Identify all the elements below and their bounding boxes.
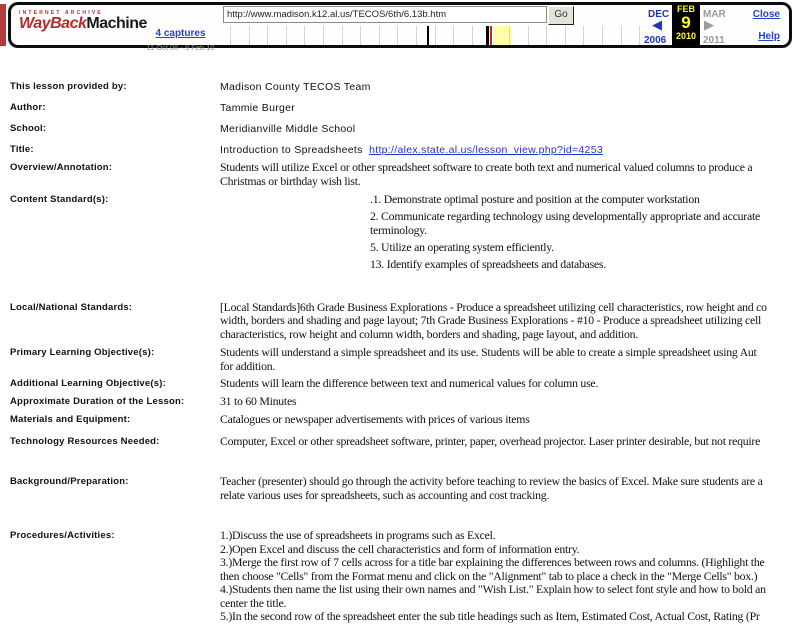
text-line: Tammie Burger [220,102,296,114]
capture-mark[interactable] [490,26,492,45]
timeline-tick [435,26,436,45]
timeline-tick [621,26,622,45]
current-month-label: FEB [677,4,695,14]
text-line: .1. Demonstrate optimal posture and position at the computer workstation [370,192,700,206]
row-value [220,143,800,157]
timeline-tick [546,26,547,45]
wayback-logo-text: WayBackMachine [19,15,147,32]
standard-item [370,210,800,237]
timeline-tick [379,26,380,45]
lesson-row [10,80,800,94]
next-capture-arrow-icon: ▶ [704,17,714,32]
text-line: Madison County TECOS Team [220,81,371,93]
text-line: Teacher (presenter) should go through the activity before teaching to review the basics of Excel. Make sure students are a [220,474,763,488]
text-line: Meridianville Middle School [220,123,356,135]
text-line: 31 to 60 Minutes [220,393,297,408]
prev-month-label[interactable]: DEC [648,9,670,20]
row-label: This lesson provided by: [10,81,127,92]
timeline-tick [472,26,473,45]
timeline-tick [286,26,287,45]
row-label: Materials and Equipment: [10,414,131,425]
close-link[interactable]: Close [752,9,780,20]
row-label: Approximate Duration of the Lesson: [10,395,185,407]
row-value [220,301,800,342]
timeline-tick [304,26,305,45]
lesson-row [10,395,800,409]
lesson-row [10,529,800,624]
timeline-tick [639,26,640,45]
row-label: Additional Learning Objective(s): [10,378,166,389]
timeline-tick [397,26,398,45]
text-line: [Local Standards]6th Grade Business Explorations - Produce a spreadsheet utilizing cell characteristics, row height and co [220,299,767,314]
row-label: Background/Preparation: [10,476,129,487]
text-line: Students will utilize Excel or other spreadsheet software to create both text and numerical valued columns to produce a [220,160,753,174]
timeline-tick [323,26,324,45]
next-month-label: MAR [703,9,726,20]
prev-year-label[interactable]: 2006 [644,35,667,46]
text-line: for addition. [220,358,276,373]
text-line: Catalogues or newspaper advertisements with prices of various items [220,412,530,426]
captures-date-range: 11 Oct 06 - 9 Feb 10 [146,43,215,52]
timeline-tick [565,26,566,45]
capture-mark[interactable] [486,26,489,45]
row-label: Local/National Standards: [10,301,133,313]
text-line: width, borders and shading and page layout; 7th Grade Business Explorations - #10 - Produce a spreadsheet utilizing cell [220,313,762,327]
row-value [220,435,800,449]
text-line: center the title. [220,595,287,610]
timeline-tick [528,26,529,45]
timeline-tick [509,26,510,45]
lesson-row [10,122,800,136]
row-label: School: [10,123,47,134]
row-value [220,193,800,275]
captures-link[interactable]: 4 captures [155,28,206,39]
timeline-tick [249,26,250,45]
row-value [220,529,800,624]
row-label: Procedures/Activities: [10,530,115,541]
help-link[interactable]: Help [758,31,780,42]
go-button[interactable]: Go [548,6,574,25]
row-value [220,122,800,136]
row-label: Author: [10,102,46,113]
lesson-plan-document [10,75,800,624]
lesson-row [10,161,800,188]
standard-item [370,241,800,255]
lesson-view-link[interactable]: http://alex.state.al.us/lesson_view.php?id=4253 [369,144,603,156]
row-label: Content Standard(s): [10,194,109,205]
timeline-tick [602,26,603,45]
internet-archive-label: INTERNET ARCHIVE [19,10,103,16]
row-value [220,101,800,115]
wayback-toolbar [8,2,792,52]
text-line: 2.)Open Excel and discuss the cell characteristics and form of information entry. [220,541,580,556]
prev-capture-arrow-icon[interactable]: ◀ [652,17,662,32]
standard-item [370,193,800,207]
lesson-row [10,143,800,157]
lesson-row [10,193,800,275]
text-line: 3.)Merge the first row of 7 cells across for a title bar explaining the differences between rows and columns. (Highlight the [220,555,765,569]
row-value [220,395,800,409]
text-line: Computer, Excel or other spreadsheet software, printer, paper, overhead projector. Laser printer desirable, but not require [220,433,761,448]
row-value [220,377,800,391]
lesson-row [10,101,800,115]
text-line: Students will understand a simple spreadsheet and its use. Students will be able to create a simple spreadsheet using Aut [220,345,757,359]
current-capture-date-box [672,2,700,48]
timeline-tick [230,26,231,45]
lesson-row [10,301,800,342]
text-line: 2. Communicate regarding technology using developmentally appropriate and accurate [370,209,760,223]
text-line: 5. Utilize an operating system efficiently. [370,239,554,254]
lesson-row [10,435,800,449]
standard-item [370,258,800,272]
text-line: Christmas or birthday wish list. [220,173,361,188]
timeline-tick [267,26,268,45]
row-label: Technology Resources Needed: [10,435,160,447]
timeline-tick [453,26,454,45]
timeline-tick [416,26,417,45]
row-value [220,161,800,188]
text-line: then choose "Cells" from the Format menu and click on the "Alignment" tab to place a check in the "Merge Cells" box.) [220,568,758,583]
text-line: 5.)In the second row of the spreadsheet enter the sub title headings such as Item, Estimated Cost, Actual Cost, Rating (Pr [220,609,760,623]
row-label: Overview/Annotation: [10,162,113,173]
row-value [220,475,800,502]
timeline-tick [342,26,343,45]
text-line: relate various uses for spreadsheets, such as accounting and cost tracking. [220,487,550,502]
lesson-row [10,475,800,502]
archive-red-edge [0,4,6,46]
text-line: Students will learn the difference between text and numerical values for column use. [220,376,599,390]
row-value [220,80,800,94]
current-day-label: 9 [681,13,691,32]
capture-mark[interactable] [427,26,429,45]
timeline-tick [583,26,584,45]
lesson-row [10,346,800,373]
next-year-label: 2011 [703,35,725,46]
current-year-label: 2010 [675,31,697,41]
text-line: 13. Identify examples of spreadsheets and databases. [370,256,606,271]
timeline-tick [360,26,361,45]
text-line: 4.)Students then name the list using their own names and "Wish List." Explain how to select font style and how to bold an [220,582,766,596]
row-label: Title: [10,144,34,155]
row-value [220,346,800,373]
text-line: 1.)Discuss the use of spreadsheets in programs such as Excel. [220,528,496,542]
lesson-row [10,413,800,427]
title-text: Introduction to Spreadsheets http://alex.state.al.us/lesson_view.php?id=4253 [220,144,603,156]
row-label: Primary Learning Objective(s): [10,347,155,358]
text-line: characteristics, row height and column width, borders and shading, page layout, and addition. [220,326,639,341]
row-value [220,413,800,427]
text-line: terminology. [370,222,427,237]
lesson-row [10,377,800,391]
